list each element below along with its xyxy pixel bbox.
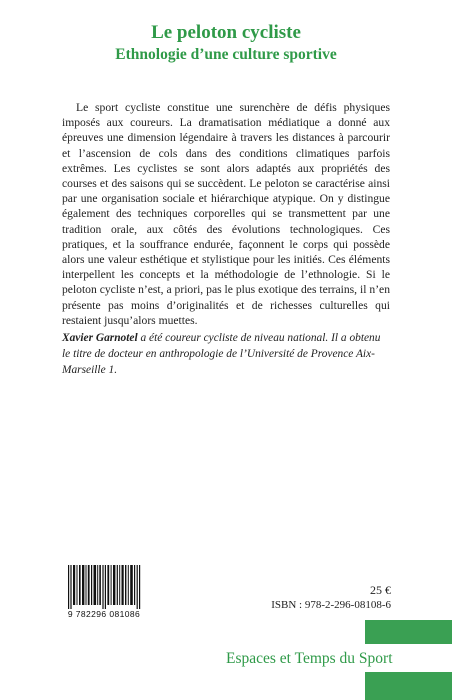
- series-accent-bar: [365, 620, 452, 644]
- book-title: Le peloton cycliste: [151, 22, 301, 43]
- isbn: ISBN : 978-2-296-08108-6: [271, 599, 391, 611]
- series-name: Espaces et Temps du Sport: [226, 650, 393, 667]
- series-accent-bar-bottom: [365, 672, 452, 700]
- book-subtitle: Ethnologie d’une culture sportive: [115, 46, 337, 63]
- author-name: Xavier Garnotel: [62, 332, 138, 344]
- author-bio: [62, 331, 390, 378]
- price: 25 €: [370, 583, 391, 597]
- barcode-bars: [62, 563, 146, 609]
- summary-text: Le sport cycliste constitue une surenchère de défis physiques imposés aux coureurs. La dramatisation médiatique a donné aux épreuves une dimension légendaire à travers les distances à parcourir et l’ascension de cols dans des conditions climatiques parfois extrêmes. Les cyclistes se sont alors adaptés aux propriétés des courses et des saisons qui se succèdent. Le peloton se caractérise ainsi par une organisation sociale et hiérarchique atypique. On y distingue également des techniques corporelles qui se transmettent par une tradition orale, aux côtés des évolutions technologiques. Ces pratiques, et la souffrance endurée, façonnent le corps qui possède alors une valeur esthétique et stylistique pour les initiés. Ces éléments interpellent les concepts et la méthodologie de l’ethnologie. Si le peloton cycliste n’est, a priori, pas le plus exotique des terrains, il n’en présente pas moins d’originalités et de richesses culturelles qui restaient jusqu’alors muettes.: [62, 101, 390, 327]
- barcode-digits: 9 782296 081086: [67, 609, 141, 619]
- author-bio-text: a été coureur cycliste de niveau national. Il a obtenu le titre de docteur en anthropologie de l’Université de Provence Aix-Marseille 1.: [62, 332, 381, 376]
